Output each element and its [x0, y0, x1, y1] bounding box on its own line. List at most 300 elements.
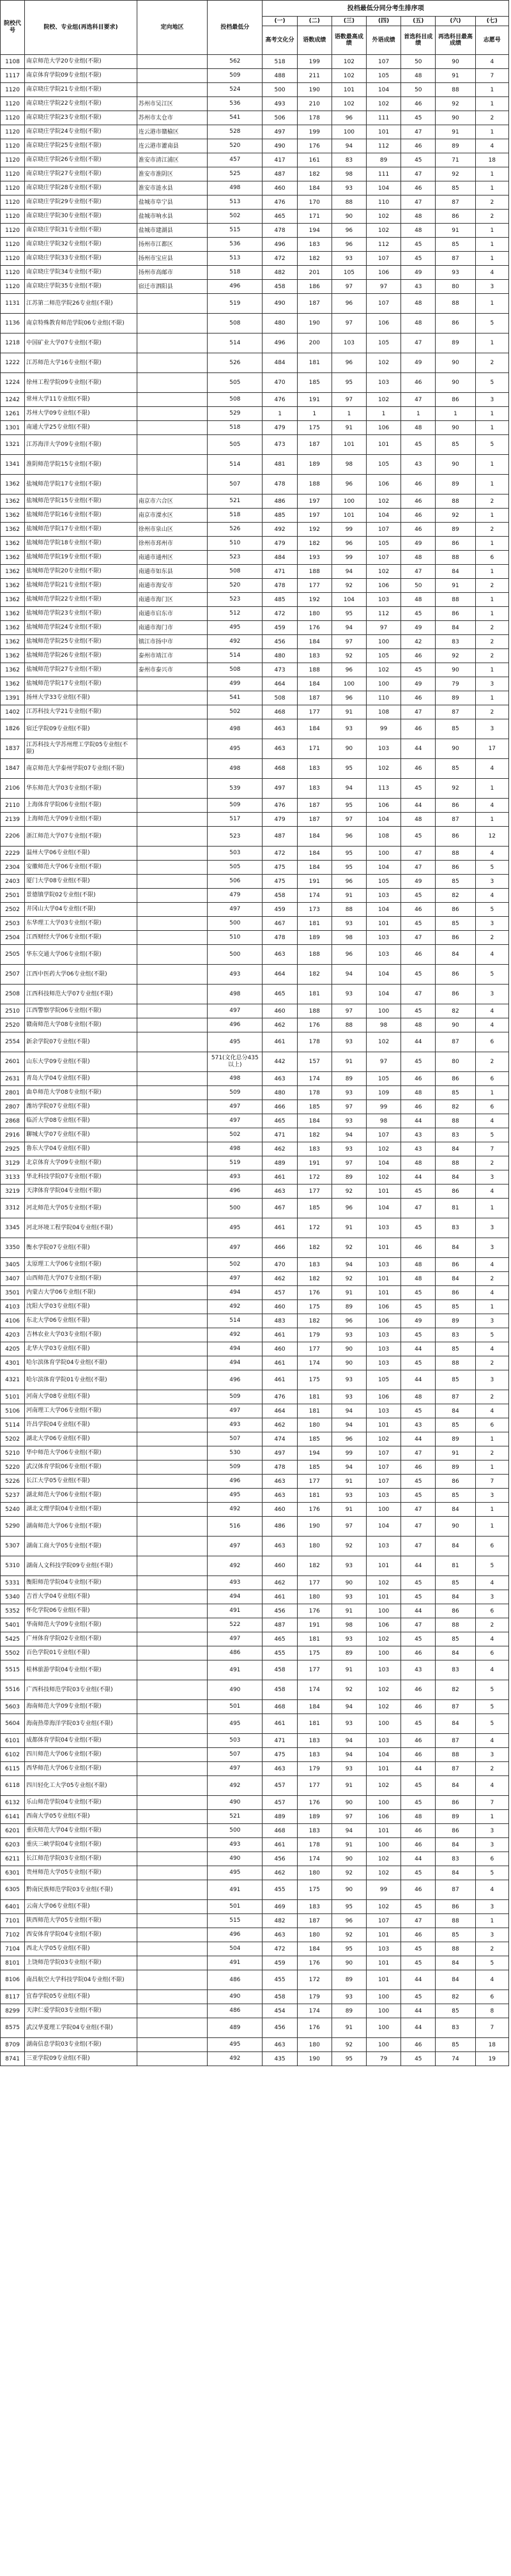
cell-tiebreak-value: 86 [436, 861, 475, 875]
table-header [1, 1, 509, 55]
cell-tiebreak-value: 171 [297, 210, 332, 224]
cell-tiebreak-value: 104 [367, 903, 401, 917]
cell-code: 6115 [1, 1762, 25, 1776]
cell-region [137, 2038, 207, 2052]
cell-tiebreak-value: 465 [263, 1632, 297, 1646]
cell-tiebreak-value: 88 [436, 494, 475, 509]
cell-tiebreak-value: 7 [475, 1796, 508, 1810]
cell-tiebreak-value: 49 [401, 1314, 436, 1328]
cell-code: 1120 [1, 266, 25, 280]
cell-tiebreak-value: 102 [367, 353, 401, 373]
table-row [1, 1258, 509, 1272]
cell-name: 黔南民族师范学院03专业组(不限) [25, 1880, 137, 1900]
header-sub-label: 外语成绩 [367, 26, 401, 55]
cell-tiebreak-value: 462 [263, 1866, 297, 1880]
table-row [1, 1052, 509, 1072]
table-row [1, 1776, 509, 1796]
cell-tiebreak-value: 90 [436, 739, 475, 759]
cell-tiebreak-value: 3 [475, 1489, 508, 1503]
cell-tiebreak-value: 101 [367, 1762, 401, 1776]
cell-tiebreak-value: 84 [436, 1170, 475, 1184]
cell-tiebreak-value: 480 [263, 314, 297, 334]
cell-tiebreak-value: 178 [297, 111, 332, 125]
cell-tiebreak-value: 459 [263, 903, 297, 917]
cell-tiebreak-value: 85 [436, 1300, 475, 1314]
cell-tiebreak-value: 44 [401, 1370, 436, 1390]
cell-tiebreak-value: 46 [401, 523, 436, 537]
cell-tiebreak-value: 1 [475, 125, 508, 139]
cell-tiebreak-value: 100 [332, 677, 366, 691]
cell-code: 5226 [1, 1475, 25, 1489]
cell-min-score: 457 [208, 153, 263, 167]
cell-tiebreak-value: 92 [436, 97, 475, 111]
cell-tiebreak-value: 86 [436, 985, 475, 1004]
cell-tiebreak-value: 178 [297, 1838, 332, 1852]
cell-tiebreak-value: 48 [401, 1272, 436, 1286]
cell-region [137, 334, 207, 353]
cell-tiebreak-value: 91 [332, 2018, 366, 2038]
table-row [1, 1700, 509, 1714]
cell-min-score: 496 [208, 1018, 263, 1032]
cell-tiebreak-value: 86 [436, 314, 475, 334]
cell-region [137, 1314, 207, 1328]
header-sub-number: (七) [475, 17, 508, 26]
table-row [1, 1838, 509, 1852]
cell-tiebreak-value: 96 [332, 827, 366, 847]
cell-min-score: 500 [208, 945, 263, 965]
cell-tiebreak-value: 180 [297, 1866, 332, 1880]
cell-tiebreak-value: 86 [436, 607, 475, 621]
cell-tiebreak-value: 89 [436, 523, 475, 537]
cell-code: 6211 [1, 1852, 25, 1866]
cell-tiebreak-value: 107 [367, 523, 401, 537]
cell-tiebreak-value: 493 [263, 97, 297, 111]
cell-region [137, 69, 207, 83]
cell-region: 盐城市响水县 [137, 210, 207, 224]
cell-tiebreak-value: 74 [436, 2052, 475, 2066]
cell-tiebreak-value: 43 [401, 1142, 436, 1156]
cell-tiebreak-value: 3 [475, 1928, 508, 1942]
cell-code: 3345 [1, 1218, 25, 1238]
cell-tiebreak-value: 46 [401, 1700, 436, 1714]
cell-tiebreak-value: 43 [401, 455, 436, 475]
cell-tiebreak-value: 463 [263, 1928, 297, 1942]
cell-tiebreak-value: 109 [367, 1086, 401, 1100]
cell-tiebreak-value: 191 [297, 1156, 332, 1170]
cell-tiebreak-value: 103 [367, 1404, 401, 1418]
cell-tiebreak-value: 101 [332, 83, 366, 97]
cell-region: 扬州市江都区 [137, 238, 207, 252]
cell-min-score: 498 [208, 181, 263, 195]
cell-tiebreak-value: 1 [475, 1432, 508, 1446]
cell-tiebreak-value: 5 [475, 1556, 508, 1576]
cell-tiebreak-value: 103 [367, 889, 401, 903]
cell-tiebreak-value: 474 [263, 1432, 297, 1446]
table-row [1, 1114, 509, 1128]
cell-tiebreak-value: 47 [401, 195, 436, 210]
cell-region [137, 1810, 207, 1824]
cell-min-score: 519 [208, 294, 263, 314]
cell-tiebreak-value: 489 [263, 1810, 297, 1824]
table-row [1, 739, 509, 759]
cell-tiebreak-value: 82 [436, 1680, 475, 1700]
cell-name: 华中师范大学06专业组(不限) [25, 1446, 137, 1460]
cell-code: 1108 [1, 55, 25, 69]
cell-tiebreak-value: 190 [297, 314, 332, 334]
cell-tiebreak-value: 189 [297, 931, 332, 945]
cell-name: 江苏第二师范学院26专业组(不限) [25, 294, 137, 314]
cell-tiebreak-value: 183 [297, 649, 332, 663]
cell-region [137, 1956, 207, 1970]
cell-tiebreak-value: 107 [367, 1475, 401, 1489]
cell-tiebreak-value: 4 [475, 1404, 508, 1418]
cell-code: 1362 [1, 523, 25, 537]
cell-region [137, 1517, 207, 1537]
cell-code: 1402 [1, 705, 25, 719]
cell-tiebreak-value: 199 [297, 55, 332, 69]
cell-region [137, 1537, 207, 1556]
cell-tiebreak-value: 1 [475, 407, 508, 421]
cell-min-score: 500 [208, 1199, 263, 1218]
table-row [1, 455, 509, 475]
cell-tiebreak-value: 1 [475, 1460, 508, 1475]
cell-tiebreak-value: 86 [436, 799, 475, 813]
cell-tiebreak-value: 182 [297, 1238, 332, 1258]
cell-tiebreak-value: 46 [401, 509, 436, 523]
cell-name: 吉林农业大学03专业组(不限) [25, 1328, 137, 1342]
cell-tiebreak-value: 86 [436, 903, 475, 917]
cell-tiebreak-value: 45 [401, 111, 436, 125]
cell-tiebreak-value: 4 [475, 945, 508, 965]
cell-tiebreak-value: 461 [263, 1218, 297, 1238]
cell-tiebreak-value: 102 [367, 1866, 401, 1880]
cell-tiebreak-value: 45 [401, 1286, 436, 1300]
cell-tiebreak-value: 87 [436, 1032, 475, 1052]
table-row [1, 407, 509, 421]
cell-tiebreak-value: 43 [401, 1128, 436, 1142]
cell-tiebreak-value: 184 [297, 1114, 332, 1128]
cell-region [137, 83, 207, 97]
cell-tiebreak-value: 181 [297, 353, 332, 373]
cell-tiebreak-value: 104 [367, 509, 401, 523]
cell-region [137, 1942, 207, 1956]
cell-tiebreak-value: 192 [297, 593, 332, 607]
cell-name: 盐城师范学院19专业组(不限) [25, 551, 137, 565]
cell-tiebreak-value: 197 [297, 509, 332, 523]
table-row [1, 537, 509, 551]
cell-tiebreak-value: 84 [436, 1142, 475, 1156]
table-row [1, 1537, 509, 1556]
cell-tiebreak-value: 456 [263, 2018, 297, 2038]
cell-tiebreak-value: 101 [367, 1970, 401, 1990]
cell-tiebreak-value: 2 [475, 931, 508, 945]
cell-tiebreak-value: 82 [436, 1990, 475, 2004]
cell-name: 南京晓庄学院34专业组(不限) [25, 266, 137, 280]
cell-tiebreak-value: 480 [263, 649, 297, 663]
cell-region [137, 985, 207, 1004]
cell-name: 东北大学06专业组(不限) [25, 1314, 137, 1328]
cell-tiebreak-value: 103 [367, 1942, 401, 1956]
cell-name: 南京体育学院09专业组(不限) [25, 69, 137, 83]
cell-tiebreak-value: 112 [367, 238, 401, 252]
cell-region [137, 1258, 207, 1272]
table-row [1, 1646, 509, 1660]
cell-name: 江苏海洋大学09专业组(不限) [25, 435, 137, 455]
cell-tiebreak-value: 177 [297, 1776, 332, 1796]
cell-tiebreak-value: 172 [297, 1170, 332, 1184]
table-row [1, 238, 509, 252]
cell-region [137, 719, 207, 739]
cell-tiebreak-value: 97 [367, 280, 401, 294]
header-sub-label: 语数成绩 [297, 26, 332, 55]
cell-tiebreak-value: 49 [401, 875, 436, 889]
cell-tiebreak-value: 94 [332, 1404, 366, 1418]
cell-tiebreak-value: 46 [401, 1748, 436, 1762]
cell-name: 南京晓庄学院21专业组(不限) [25, 83, 137, 97]
cell-name: 南京晓庄学院30专业组(不限) [25, 210, 137, 224]
cell-tiebreak-value: 4 [475, 1018, 508, 1032]
cell-tiebreak-value: 2 [475, 1272, 508, 1286]
cell-region: 苏州市吴江区 [137, 97, 207, 111]
cell-name: 广州体育学院02专业组(不限) [25, 1632, 137, 1646]
cell-tiebreak-value: 1 [475, 607, 508, 621]
cell-tiebreak-value: 478 [263, 579, 297, 593]
cell-code: 3133 [1, 1170, 25, 1184]
cell-tiebreak-value: 103 [367, 1660, 401, 1680]
cell-region [137, 1914, 207, 1928]
table-row [1, 153, 509, 167]
cell-code: 5604 [1, 1714, 25, 1734]
cell-tiebreak-value: 470 [263, 1258, 297, 1272]
cell-tiebreak-value: 101 [367, 1286, 401, 1300]
cell-tiebreak-value: 104 [367, 83, 401, 97]
cell-tiebreak-value: 43 [401, 1660, 436, 1680]
cell-tiebreak-value: 4 [475, 55, 508, 69]
cell-tiebreak-value: 90 [332, 210, 366, 224]
cell-name: 盐城师范学院24专业组(不限) [25, 621, 137, 635]
cell-tiebreak-value: 460 [263, 1300, 297, 1314]
cell-tiebreak-value: 107 [367, 1460, 401, 1475]
cell-name: 南京晓庄学院24专业组(不限) [25, 125, 137, 139]
cell-tiebreak-value: 85 [436, 238, 475, 252]
cell-min-score: 490 [208, 1680, 263, 1700]
cell-name: 西南大学05专业组(不限) [25, 1810, 137, 1824]
cell-tiebreak-value: 176 [297, 2018, 332, 2038]
cell-tiebreak-value: 107 [367, 55, 401, 69]
cell-tiebreak-value: 97 [332, 280, 366, 294]
cell-name: 南京晓庄学院27专业组(不限) [25, 167, 137, 181]
cell-region: 南通市如东县 [137, 565, 207, 579]
cell-region: 南通市海门市 [137, 621, 207, 635]
cell-tiebreak-value: 102 [367, 1170, 401, 1184]
cell-tiebreak-value: 90 [436, 455, 475, 475]
table-row [1, 1762, 509, 1776]
cell-tiebreak-value: 175 [297, 1370, 332, 1390]
cell-tiebreak-value: 457 [263, 1776, 297, 1796]
cell-tiebreak-value: 1 [332, 407, 366, 421]
cell-min-score: 505 [208, 373, 263, 393]
cell-name: 四川师范大学06专业组(不限) [25, 1748, 137, 1762]
cell-tiebreak-value: 4 [475, 1258, 508, 1272]
cell-min-score: 521 [208, 494, 263, 509]
table-row [1, 1956, 509, 1970]
cell-name: 江苏师范大学16专业组(不限) [25, 353, 137, 373]
cell-tiebreak-value: 46 [401, 1824, 436, 1838]
cell-name: 赣南师范大学08专业组(不限) [25, 1018, 137, 1032]
table-row [1, 1184, 509, 1199]
cell-tiebreak-value: 466 [263, 1238, 297, 1258]
cell-tiebreak-value: 94 [332, 1460, 366, 1475]
cell-tiebreak-value: 105 [367, 455, 401, 475]
cell-tiebreak-value: 4 [475, 759, 508, 779]
cell-name: 南京晓庄学院35专业组(不限) [25, 280, 137, 294]
cell-region [137, 421, 207, 435]
cell-code: 2631 [1, 1072, 25, 1086]
cell-tiebreak-value: 98 [332, 931, 366, 945]
cell-tiebreak-value: 98 [367, 1114, 401, 1128]
cell-tiebreak-value: 1 [475, 455, 508, 475]
header-sub-number: (四) [367, 17, 401, 26]
table-row [1, 1590, 509, 1604]
cell-tiebreak-value: 490 [263, 294, 297, 314]
cell-tiebreak-value: 181 [297, 1489, 332, 1503]
cell-tiebreak-value: 1 [401, 407, 436, 421]
cell-tiebreak-value: 44 [401, 1114, 436, 1128]
cell-region [137, 677, 207, 691]
cell-tiebreak-value: 88 [436, 551, 475, 565]
cell-tiebreak-value: 176 [297, 139, 332, 153]
cell-region [137, 1776, 207, 1796]
cell-tiebreak-value: 178 [297, 1086, 332, 1100]
cell-tiebreak-value: 46 [401, 1838, 436, 1852]
cell-tiebreak-value: 93 [332, 1590, 366, 1604]
cell-tiebreak-value: 105 [367, 875, 401, 889]
cell-tiebreak-value: 183 [297, 779, 332, 799]
cell-min-score: 539 [208, 779, 263, 799]
cell-tiebreak-value: 177 [297, 1576, 332, 1590]
cell-min-score: 495 [208, 621, 263, 635]
cell-tiebreak-value: 84 [436, 1956, 475, 1970]
table-row [1, 889, 509, 903]
cell-min-score: 490 [208, 1852, 263, 1866]
cell-region: 南通市海门区 [137, 593, 207, 607]
cell-tiebreak-value: 104 [367, 1748, 401, 1762]
cell-tiebreak-value: 84 [436, 1404, 475, 1418]
cell-code: 5114 [1, 1418, 25, 1432]
cell-name: 百色学院01专业组(不限) [25, 1646, 137, 1660]
cell-tiebreak-value: 497 [263, 1446, 297, 1460]
table-row [1, 1390, 509, 1404]
cell-region [137, 903, 207, 917]
cell-code: 2925 [1, 1142, 25, 1156]
cell-tiebreak-value: 44 [401, 1032, 436, 1052]
cell-tiebreak-value: 103 [367, 1328, 401, 1342]
cell-tiebreak-value: 100 [332, 125, 366, 139]
table-row [1, 1272, 509, 1286]
cell-tiebreak-value: 2 [475, 1356, 508, 1370]
cell-tiebreak-value: 50 [401, 55, 436, 69]
cell-region [137, 779, 207, 799]
cell-region [137, 1342, 207, 1356]
cell-min-score: 521 [208, 1810, 263, 1824]
cell-min-score: 513 [208, 252, 263, 266]
cell-tiebreak-value: 472 [263, 1942, 297, 1956]
cell-tiebreak-value: 183 [297, 1258, 332, 1272]
cell-min-score: 522 [208, 1618, 263, 1632]
cell-tiebreak-value: 482 [263, 266, 297, 280]
cell-tiebreak-value: 46 [401, 1238, 436, 1258]
cell-tiebreak-value: 95 [332, 847, 366, 861]
cell-tiebreak-value: 106 [367, 799, 401, 813]
cell-tiebreak-value: 184 [297, 719, 332, 739]
cell-code: 1321 [1, 435, 25, 455]
table-row [1, 509, 509, 523]
cell-min-score: 571(文化总分435以上) [208, 1052, 263, 1072]
header-tiebreak-group: 投档最低分同分考生排序项 [263, 1, 509, 17]
cell-code: 5310 [1, 1556, 25, 1576]
cell-min-score: 497 [208, 1100, 263, 1114]
cell-tiebreak-value: 475 [263, 1748, 297, 1762]
cell-tiebreak-value: 113 [367, 779, 401, 799]
cell-tiebreak-value: 93 [332, 1762, 366, 1776]
cell-code: 5352 [1, 1604, 25, 1618]
cell-code: 8117 [1, 1990, 25, 2004]
cell-tiebreak-value: 100 [367, 1990, 401, 2004]
cell-min-score: 497 [208, 1632, 263, 1646]
cell-code: 2510 [1, 1004, 25, 1018]
cell-tiebreak-value: 96 [332, 1199, 366, 1218]
cell-tiebreak-value: 185 [297, 1100, 332, 1114]
cell-tiebreak-value: 47 [401, 1517, 436, 1537]
cell-tiebreak-value: 105 [367, 334, 401, 353]
cell-tiebreak-value: 47 [401, 847, 436, 861]
cell-tiebreak-value: 93 [436, 266, 475, 280]
cell-tiebreak-value: 1 [475, 1517, 508, 1537]
cell-tiebreak-value: 45 [401, 1632, 436, 1646]
cell-tiebreak-value: 104 [332, 593, 366, 607]
cell-min-score: 493 [208, 1576, 263, 1590]
cell-tiebreak-value: 44 [401, 2004, 436, 2018]
cell-code: 1120 [1, 97, 25, 111]
cell-code: 2206 [1, 827, 25, 847]
cell-tiebreak-value: 1 [475, 779, 508, 799]
table-row [1, 1866, 509, 1880]
cell-code: 1120 [1, 195, 25, 210]
cell-tiebreak-value: 468 [263, 705, 297, 719]
cell-tiebreak-value: 97 [332, 393, 366, 407]
cell-name: 四川轻化工大学05专业组(不限) [25, 1776, 137, 1796]
cell-tiebreak-value: 48 [401, 1086, 436, 1100]
cell-code: 7101 [1, 1914, 25, 1928]
cell-tiebreak-value: 463 [263, 739, 297, 759]
cell-tiebreak-value: 45 [401, 1576, 436, 1590]
cell-region [137, 1286, 207, 1300]
table-row [1, 827, 509, 847]
cell-tiebreak-value: 46 [401, 691, 436, 705]
cell-min-score: 505 [208, 861, 263, 875]
cell-tiebreak-value: 101 [367, 1824, 401, 1838]
cell-tiebreak-value: 99 [367, 719, 401, 739]
cell-region [137, 1032, 207, 1052]
cell-tiebreak-value: 86 [436, 1824, 475, 1838]
cell-tiebreak-value: 485 [263, 509, 297, 523]
cell-tiebreak-value: 95 [332, 861, 366, 875]
cell-tiebreak-value: 44 [401, 1432, 436, 1446]
cell-name: 南京师范大学泰州学院07专业组(不限) [25, 759, 137, 779]
table-row [1, 1660, 509, 1680]
table-row [1, 421, 509, 435]
cell-name: 哈尔滨体育学院01专业组(不限) [25, 1370, 137, 1390]
